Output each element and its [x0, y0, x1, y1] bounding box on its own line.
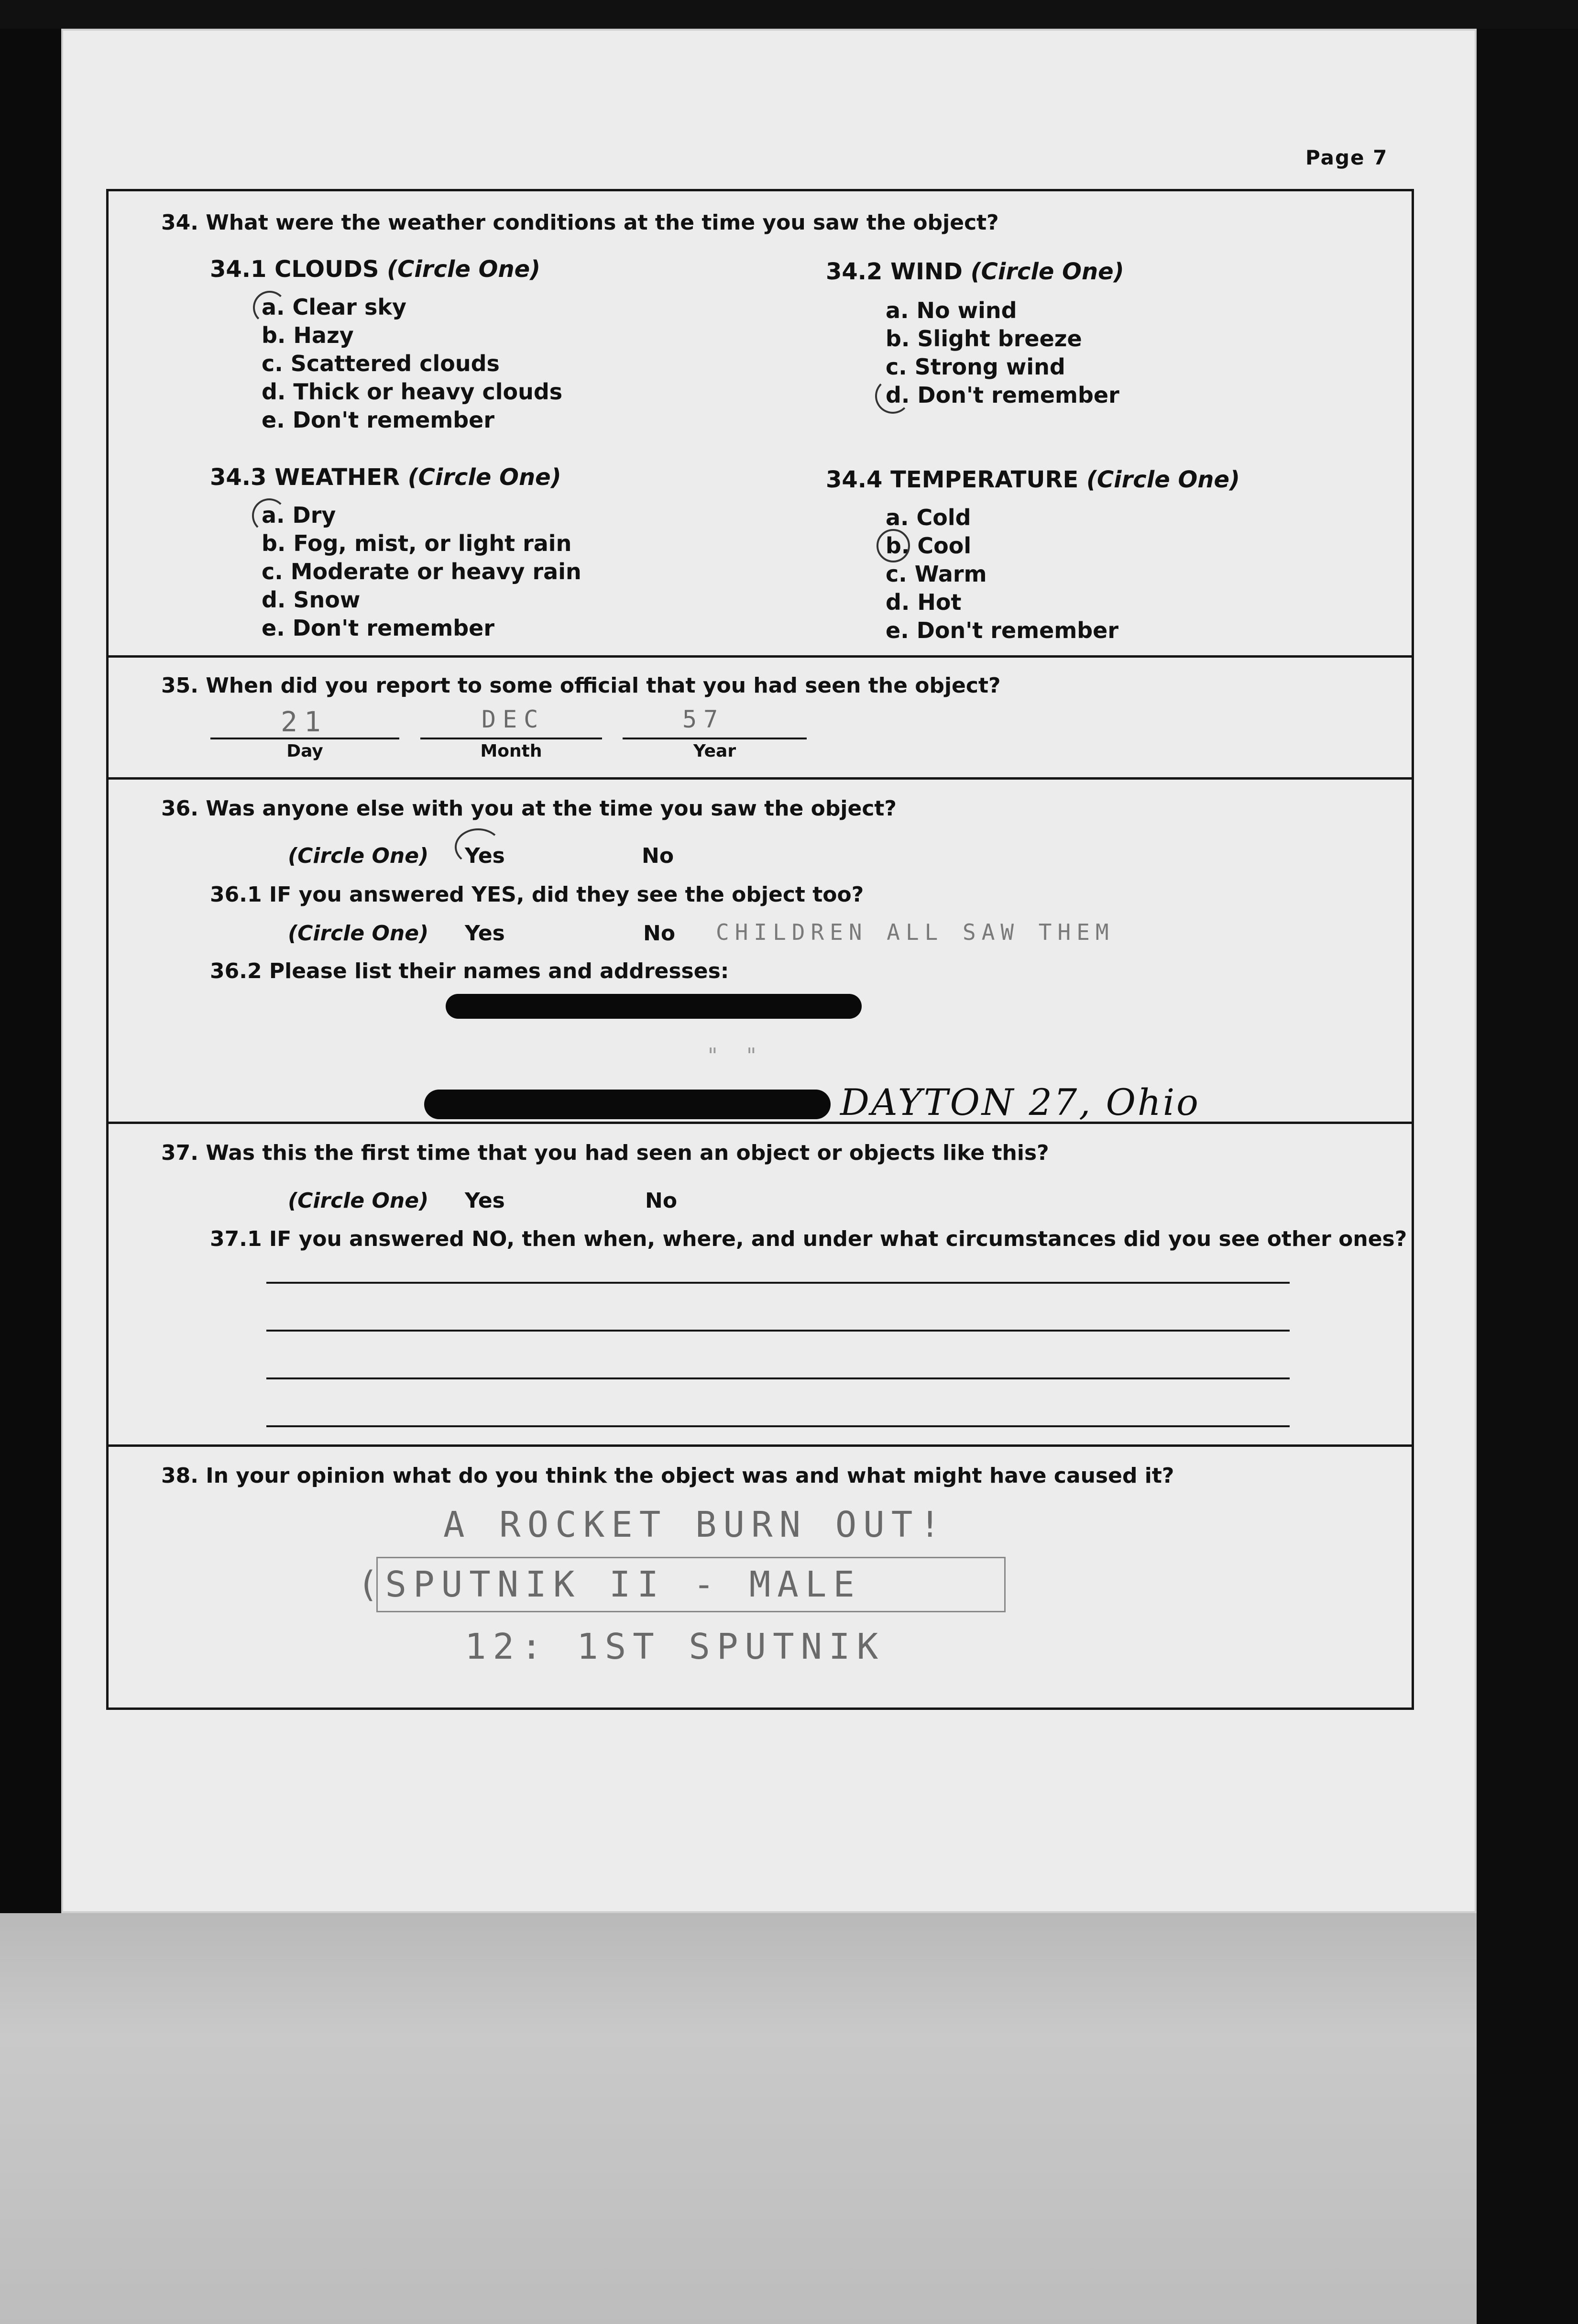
- q36-1-yes[interactable]: Yes: [465, 921, 505, 946]
- divider-37-38: [109, 1444, 1412, 1447]
- clouds-option-c[interactable]: c. Scattered clouds: [262, 351, 500, 376]
- clouds-heading-title: CLOUDS: [274, 256, 379, 283]
- clouds-instruction: (Circle One): [387, 256, 541, 283]
- q36-1-no[interactable]: No: [643, 921, 676, 946]
- q36-1-handwritten-note: CHILDREN ALL SAW THEM: [716, 919, 1115, 945]
- clouds-heading-number: 34.1: [210, 256, 267, 283]
- q38-answer-line-3: 12: 1ST SPUTNIK: [465, 1626, 885, 1667]
- temperature-heading-title: TEMPERATURE: [890, 466, 1079, 493]
- wind-heading: [826, 258, 1124, 285]
- q36-no[interactable]: No: [642, 844, 674, 868]
- weather-option-b[interactable]: b. Fog, mist, or light rain: [262, 530, 572, 556]
- weather-option-c[interactable]: c. Moderate or heavy rain: [262, 559, 581, 584]
- weather-heading: [210, 464, 561, 491]
- year-field[interactable]: [623, 738, 807, 739]
- q36-circle-one: (Circle One): [288, 844, 429, 868]
- q37-1-answer-line-2[interactable]: [266, 1330, 1290, 1332]
- circle-mark-q36: [455, 828, 502, 866]
- temperature-heading: [826, 466, 1240, 493]
- temperature-option-d[interactable]: d. Hot: [886, 589, 962, 615]
- question-35: 35. When did you report to some official that you had seen the object?: [161, 673, 1001, 698]
- q37-1-answer-line-4[interactable]: [266, 1425, 1290, 1427]
- divider-34-35: [109, 655, 1412, 658]
- film-border-right: [1477, 29, 1578, 2324]
- wind-heading-number: 34.2: [826, 258, 883, 285]
- clouds-option-d[interactable]: d. Thick or heavy clouds: [262, 379, 563, 405]
- circle-mark-weather: [252, 498, 286, 533]
- wind-instruction: (Circle One): [970, 258, 1124, 285]
- q38-answer-box: [376, 1557, 1006, 1612]
- temperature-option-c[interactable]: c. Warm: [886, 561, 987, 587]
- clouds-heading: [210, 256, 540, 283]
- q38-answer-line-2: (SPUTNIK II - MALE: [357, 1564, 861, 1605]
- weather-heading-number: 34.3: [210, 464, 267, 491]
- weather-option-e[interactable]: e. Don't remember: [262, 615, 495, 641]
- clouds-option-e[interactable]: e. Don't remember: [262, 407, 495, 433]
- clouds-option-b[interactable]: b. Hazy: [262, 322, 354, 348]
- divider-36-37: [109, 1122, 1412, 1124]
- clouds-option-a[interactable]: a. Clear sky: [262, 294, 406, 320]
- month-field[interactable]: [420, 738, 602, 739]
- wind-option-c[interactable]: c. Strong wind: [886, 354, 1065, 380]
- weather-instruction: (Circle One): [407, 464, 561, 491]
- question-37-1: 37.1 IF you answered NO, then when, where, and under what circumstances did you see other ones?: [210, 1227, 1407, 1251]
- address-handwritten: DAYTON 27, Ohio: [840, 1081, 1200, 1123]
- circle-mark-clouds: [253, 291, 286, 324]
- circle-mark-wind: [875, 378, 910, 414]
- redaction-bar-2: [424, 1090, 831, 1119]
- month-label: Month: [480, 741, 542, 761]
- temperature-option-a[interactable]: a. Cold: [886, 505, 971, 530]
- redaction-bar-1: [446, 994, 862, 1019]
- film-border-top: [0, 0, 1578, 29]
- day-field[interactable]: [210, 738, 399, 739]
- questionnaire-form: [106, 189, 1414, 1710]
- q36-yes[interactable]: Yes: [465, 844, 505, 868]
- question-34: 34. What were the weather conditions at the time you saw the object?: [161, 210, 999, 235]
- q37-1-answer-line-3[interactable]: [266, 1377, 1290, 1379]
- question-38: 38. In your opinion what do you think the object was and what might have caused it?: [161, 1464, 1174, 1488]
- weather-option-d[interactable]: d. Snow: [262, 587, 361, 613]
- q38-answer-line-1: A ROCKET BURN OUT!: [443, 1504, 947, 1545]
- q37-1-answer-line-1[interactable]: [266, 1282, 1290, 1284]
- question-37: 37. Was this the first time that you had seen an object or objects like this?: [161, 1141, 1049, 1165]
- q37-no[interactable]: No: [645, 1189, 678, 1213]
- temperature-instruction: (Circle One): [1086, 466, 1240, 493]
- temperature-option-b[interactable]: b. Cool: [886, 533, 972, 559]
- question-36-1: 36.1 IF you answered YES, did they see the object too?: [210, 882, 864, 907]
- temperature-heading-number: 34.4: [826, 466, 883, 493]
- temperature-option-e[interactable]: e. Don't remember: [886, 617, 1119, 643]
- circle-mark-temperature: [877, 529, 910, 562]
- year-label: Year: [693, 741, 736, 761]
- wind-option-a[interactable]: a. No wind: [886, 297, 1017, 323]
- question-36: 36. Was anyone else with you at the time you saw the object?: [161, 796, 897, 821]
- q37-yes[interactable]: Yes: [465, 1189, 505, 1213]
- ditto-handwritten: " ": [706, 1044, 765, 1068]
- weather-option-a[interactable]: a. Dry: [262, 502, 336, 528]
- month-handwritten: DEC: [482, 705, 545, 733]
- wind-option-d[interactable]: d. Don't remember: [886, 382, 1119, 408]
- weather-heading-title: WEATHER: [274, 464, 400, 491]
- wind-heading-title: WIND: [890, 258, 963, 285]
- day-handwritten: 21: [281, 705, 328, 738]
- q36-1-circle-one: (Circle One): [288, 921, 429, 946]
- day-label: Day: [286, 741, 323, 761]
- wind-option-b[interactable]: b. Slight breeze: [886, 326, 1082, 352]
- divider-35-36: [109, 777, 1412, 780]
- year-handwritten: 57: [682, 705, 725, 733]
- page-number: Page 7: [1305, 146, 1388, 169]
- q37-circle-one: (Circle One): [288, 1189, 429, 1213]
- underlying-page: [0, 1913, 1540, 2324]
- question-36-2: 36.2 Please list their names and addresses:: [210, 959, 729, 983]
